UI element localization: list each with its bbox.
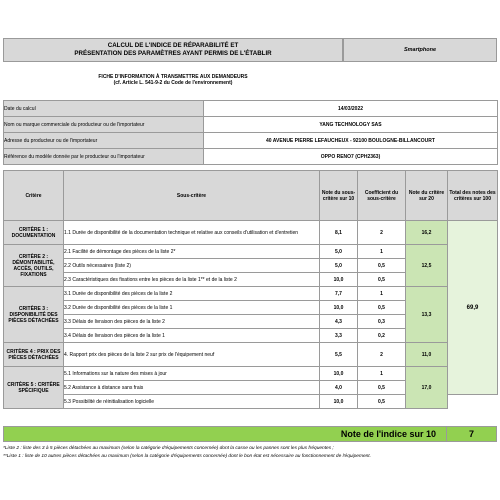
sub-coef: 0,5 [358,395,406,409]
category-box [343,38,497,62]
sub-note: 5,0 [320,259,358,273]
category-label: Smartphone [403,47,437,53]
info-row [4,101,498,117]
final-score-label: Note de l'indice sur 10 [340,429,436,439]
sub-note: 5,0 [320,245,358,259]
sub-coef: 0,5 [358,381,406,395]
sub-note: 5,5 [320,343,358,367]
header-sous-critere: Sous-critère [64,171,320,221]
sub-note: 4,0 [320,381,358,395]
header-critere: Critère [4,171,64,221]
sub-note: 8,1 [320,221,358,245]
sub-coef: 0,5 [358,301,406,315]
title-line-2: PRÉSENTATION DES PARAMÈTRES AYANT PERMIS DE L'ÉTABLIR [74,50,272,57]
table-row [4,343,498,367]
score-table [3,170,498,409]
info-label: Adresse du producteur ou de l'importateur [4,133,204,149]
sub-criterion: 5.3 Possibilité de réinitialisation logicielle [64,395,320,409]
sub-note: 10,0 [320,367,358,381]
info-value: 14/03/2022 [204,101,498,117]
footnotes [3,445,497,461]
header-total: Total des notes des critères sur 100 [448,171,498,221]
info-row [4,149,498,165]
sub-coef: 1 [358,245,406,259]
criterion-score: 11,0 [406,343,448,367]
title-box [3,38,343,62]
criterion-score: 17,0 [406,367,448,409]
info-label: Date du calcul [4,101,204,117]
sub-criterion: 5.1 Informations sur la nature des mises à jour [64,367,320,381]
header-note-20: Note du critère sur 20 [406,171,448,221]
table-row [4,287,498,301]
criterion-score: 13,3 [406,287,448,343]
sub-criterion: 3.2 Durée de disponibilité des pièces de la liste 1 [64,301,320,315]
info-row [4,117,498,133]
sub-coef: 1 [358,367,406,381]
info-table [3,100,498,165]
sub-criterion: 2.3 Caractéristiques des fixations entre les pièces de la liste 1** et de la liste 2 [64,273,320,287]
sub-criterion: 1.1 Durée de disponibilité de la documentation technique et relative aux conseils d'utilisation et d'entretien [64,221,320,245]
sub-coef: 2 [358,221,406,245]
sub-coef: 0,5 [358,259,406,273]
info-row [4,133,498,149]
sub-criterion: 2.2 Outils nécessaires (liste 2) [64,259,320,273]
header-coef: Coefficient du sous-critère [358,171,406,221]
sub-criterion: 3.4 Délais de livraison des pièces de la liste 1 [64,329,320,343]
sub-criterion: 3.1 Durée de disponibilité des pièces de la liste 2 [64,287,320,301]
header-row [4,171,498,221]
title-line-1: CALCUL DE L'INDICE DE RÉPARABILITÉ ET [107,42,239,49]
table-row [4,245,498,259]
sub-coef: 0,5 [358,273,406,287]
footnote-1: *Liste 2 : liste des 3 à 5 pièces détachées au maximum (selon la catégorie d'équipements concernée) dont la casse ou les pannes sont les plus fréquentes ; [3,446,334,451]
sub-note: 10,0 [320,395,358,409]
sub-criterion: 5.2 Assistance à distance sans frais [64,381,320,395]
sub-coef: 1 [358,287,406,301]
total-score: 69,9 [448,221,498,395]
info-label: Nom ou marque commerciale du producteur ou de l'importateur [4,117,204,133]
info-line-2: (cf. Article L. 541-9-2 du Code de l'environnement) [113,80,233,86]
criterion-score: 16,2 [406,221,448,245]
footnote-2: **Liste 1 : liste de 10 autres pièces détachées au maximum (selon la catégorie d'équipements concernée) dont le bon état est nécessaire au fonctionnement de l'équipement. [3,454,371,459]
info-value: YANG TECHNOLOGY SAS [204,117,498,133]
sub-criterion: 3.3 Délais de livraison des pièces de la liste 2 [64,315,320,329]
sub-note: 10,0 [320,273,358,287]
criterion-name: CRITÈRE 3 : DISPONIBILITÉ DES PIÈCES DÉTACHÉES [4,287,64,343]
criterion-score: 12,5 [406,245,448,287]
sub-coef: 0,2 [358,329,406,343]
info-value: 40 AVENUE PIERRE LEFAUCHEUX - 92100 BOULOGNE-BILLANCOURT [204,133,498,149]
final-score-bar [3,426,497,442]
info-heading [3,70,343,90]
sub-criterion: 2.1 Facilité de démontage des pièces de la liste 2* [64,245,320,259]
header-note-sous: Note du sous-critère sur 10 [320,171,358,221]
sub-note: 7,7 [320,287,358,301]
info-value: OPPO RENO7 (CPH2363) [204,149,498,165]
sub-note: 4,3 [320,315,358,329]
criterion-name: CRITÈRE 5 : CRITÈRE SPÉCIFIQUE [4,367,64,409]
criterion-name: CRITÈRE 1 : DOCUMENTATION [4,221,64,245]
final-score-value: 7 [446,427,496,441]
criterion-name: CRITÈRE 4 : PRIX DES PIÈCES DÉTACHÉES [4,343,64,367]
info-label: Référence du modèle donnée par le producteur ou l'importateur [4,149,204,165]
sub-note: 3,3 [320,329,358,343]
table-row [4,367,498,381]
sub-coef: 0,3 [358,315,406,329]
table-row [4,221,498,245]
sub-note: 10,0 [320,301,358,315]
sub-coef: 2 [358,343,406,367]
criterion-name: CRITÈRE 2 : DÉMONTABILITÉ, ACCÈS, OUTILS, FIXATIONS [4,245,64,287]
info-line-1: FICHE D'INFORMATION À TRANSMETTRE AUX DEMANDEURS [98,74,248,80]
sub-criterion: 4. Rapport prix des pièces de la liste 2 sur prix de l'équipement neuf [64,343,320,367]
